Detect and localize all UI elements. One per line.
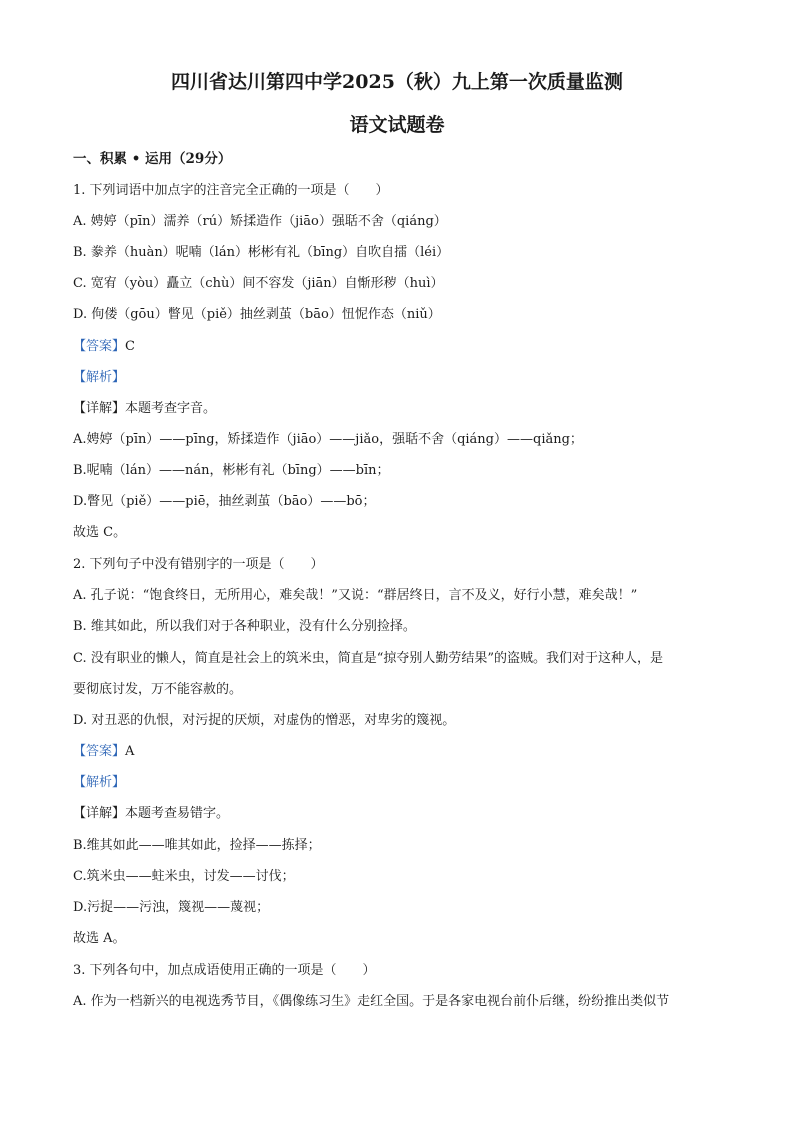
explanation-line: D.瞥见（piě）——piē，抽丝剥茧（bāo）——bō； <box>73 494 376 509</box>
option-c: C. 没有职业的懒人，简直是社会上的筑米虫，简直是“掠夺别人勤劳结果”的盗贼。我们对于这种人，是 <box>73 651 664 666</box>
analysis-label: 【解析】 <box>73 370 126 385</box>
option-a: A. 孔子说：“饱食终日，无所用心，难矣哉！”又说：“群居终日，言不及义，好行小慧，难矣哉！” <box>73 588 638 603</box>
question-stem: 3. 下列各句中，加点成语使用正确的一项是（ ） <box>73 963 376 978</box>
answer-line <box>73 338 723 356</box>
question-stem: 1. 下列词语中加点字的注音完全正确的一项是（ ） <box>73 183 389 198</box>
option-d: D. 对丑恶的仇恨，对污捉的厌烦，对虚伪的憎恶，对卑劣的篾视。 <box>73 713 456 728</box>
explanation-line: D.污捉——污浊，篾视——蔑视； <box>73 900 270 915</box>
option-c-continued: 要彻底讨发，万不能容赦的。 <box>73 682 243 697</box>
conclusion-line: 故选 A。 <box>73 931 126 946</box>
answer-label: 【答案】 <box>73 339 126 354</box>
explanation-line: A.娉婷（pīn）——pīng，矫揉造作（jiāo）——jiǎo，强聒不舍（qiáng）——qiǎng； <box>73 432 583 447</box>
explanation-line: B.维其如此——唯其如此，捡择——拣择； <box>73 838 321 853</box>
answer-label: 【答案】 <box>73 744 126 759</box>
detail-line: 【详解】本题考查易错字。 <box>73 806 230 821</box>
document-subtitle: 语文试题卷 <box>349 114 445 136</box>
document-title: 四川省达川第四中学2025（秋）九上第一次质量监测 <box>171 71 623 93</box>
option-a: A. 作为一档新兴的电视选秀节目，《偶像练习生》走红全国。于是各家电视台前仆后继，纷纷推出类似节 <box>73 994 670 1009</box>
option-b: B. 维其如此，所以我们对于各种职业，没有什么分别捡择。 <box>73 619 416 634</box>
option-d: D. 佝偻（gōu）瞥见（piě）抽丝剥茧（bāo）忸怩作态（niǔ） <box>73 307 441 322</box>
detail-line: 【详解】本题考查字音。 <box>73 401 217 416</box>
answer-value: A <box>125 744 135 759</box>
conclusion-line: 故选 C。 <box>73 525 127 540</box>
explanation-line: B.呢喃（lán）——nán，彬彬有礼（bīng）——bīn； <box>73 463 390 478</box>
option-c: C. 宽宥（yòu）矗立（chù）间不容发（jiān）自惭形秽（huì） <box>73 276 444 291</box>
explanation-line: C.筑米虫——蛀米虫，讨发——讨伐； <box>73 869 295 884</box>
analysis-label: 【解析】 <box>73 775 126 790</box>
question-stem: 2. 下列句子中没有错别字的一项是（ ） <box>73 557 324 572</box>
option-a: A. 娉婷（pīn）濡养（rú）矫揉造作（jiāo）强聒不舍（qiáng） <box>73 214 447 229</box>
answer-line <box>73 743 723 761</box>
section-heading: 一、积累 • 运用（29分） <box>73 151 232 167</box>
option-b: B. 豢养（huàn）呢喃（lán）彬彬有礼（bīng）自吹自擂（léi） <box>73 245 450 260</box>
answer-value: C <box>125 339 135 354</box>
